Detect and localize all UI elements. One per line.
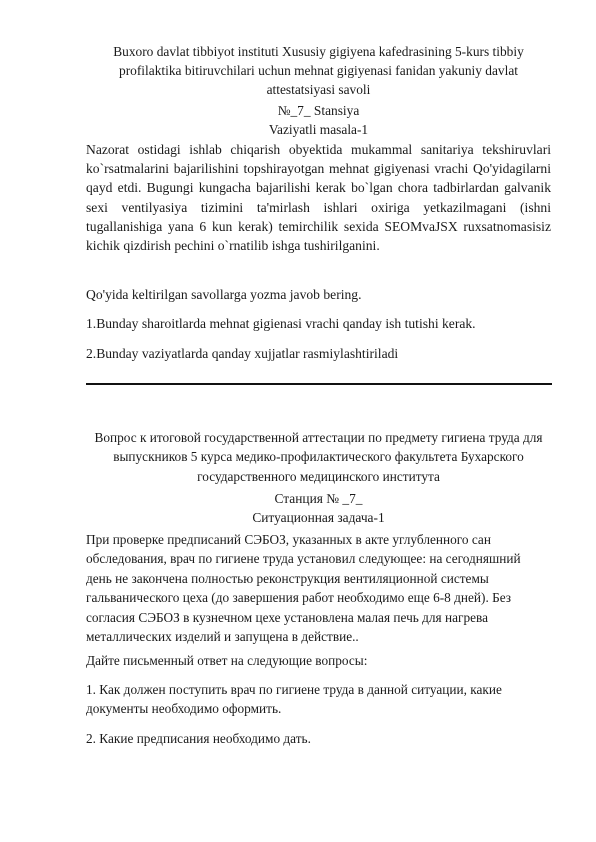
section-divider [86,383,552,385]
uz-question-1: 1.Bunday sharoitlarda mehnat gigienasi vrachi qanday ish tutishi kerak. [86,316,476,331]
uz-instruction: Qo'yida keltirilgan savollarga yozma javob bering. [86,287,362,302]
uz-station-title: №_7_ Stansiya [277,103,360,118]
uz-task-text: Nazorat ostidagi ishlab chiqarish obyektida mukammal sanitariya tekshiruvlari ko`rsatmalarini bajarilishini topshirayotgan mehnat gigiyenasi vrachi Qo'yidagilarni qayd etdi. Bugungi kungacha bajarilishi kerak bo`lgan chora tadbirlardan galvanik sexi ventilyasiya tizimini ta'mirlash ishlari oxiriga yetkazilmagani (ishni tugallanishiga yana 6 kun kerak) temirchilik sexida SEOMvaJSX ruxsatnomasisiz kichik qizdirish pechini o`rnatilib ishga tushirilganini. [86,142,551,254]
ru-question-2: 2. Какие предписания необходимо дать. [86,731,311,746]
ru-header: Вопрос к итоговой государственной аттестации по предмету гигиена труда для выпускников 5 курса медико-профилактического факультета Бухарского государственного медицинского института [94,430,543,484]
ru-task-title: Ситуационная задача-1 [252,510,385,525]
ru-instruction: Дайте письменный ответ на следующие вопросы: [86,653,368,668]
uz-task-title: Vaziyatli masala-1 [268,122,369,137]
uz-question-2: 2.Bunday vaziyatlarda qanday xujjatlar rasmiylashtiriladi [86,346,399,361]
uz-header: Buxoro davlat tibbiyot instituti Xususiy gigiyena kafedrasining 5-kurs tibbiy profilaktika bitiruvchilari uchun mehnat gigiyenasi fanidan yakuniy davlat attestatsiyasi savoli [113,44,524,97]
ru-station-title: Станция № _7_ [274,491,363,506]
ru-question-1: 1. Как должен поступить врач по гигиене труда в данной ситуации, какие документы необходимо оформить. [86,682,502,717]
ru-task-text: При проверке предписаний СЭБОЗ, указанных в акте углубленного сан обследования, врач по гигиене труда установил следующее: на сегодняшний день не закончена полностью реконструкция вентиляционной системы гальванического цеха (до завершения работ необходимо еще 6-8 дней). Без согласия СЭБОЗ в кузнечном цехе установлена малая печь для нагрева металлических изделий и запущена в действие.. [86,532,521,645]
